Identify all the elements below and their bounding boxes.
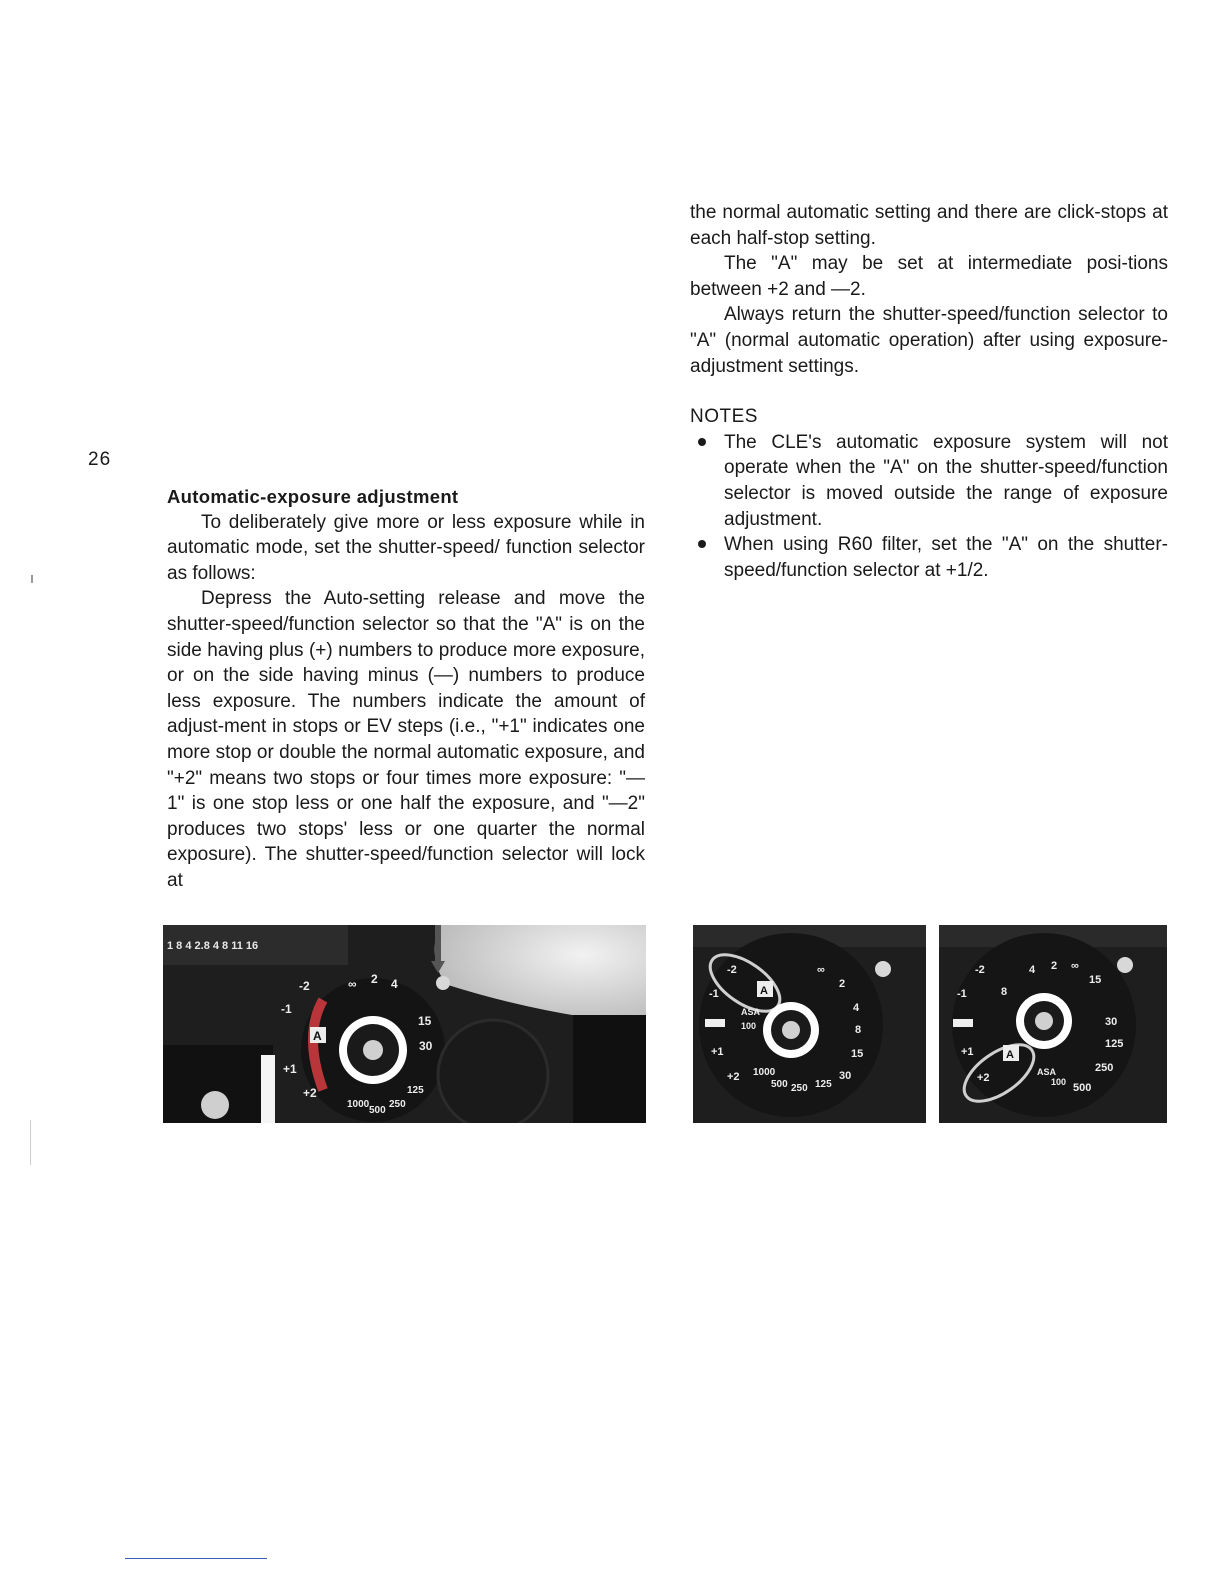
- body-paragraph: The "A" may be set at intermediate posi-tions between +2 and —2.: [690, 253, 1168, 300]
- dial-label: 500: [369, 1105, 386, 1116]
- dial-label: 2: [1051, 960, 1058, 972]
- dial-label: 125: [815, 1079, 832, 1090]
- dial-label: ASA: [741, 1007, 761, 1017]
- dial-label: 250: [389, 1099, 406, 1110]
- dial-label: 15: [851, 1048, 864, 1060]
- aperture-scale: 1 8 4 2.8 4 8 11 16: [167, 940, 259, 952]
- dial-label: 15: [1089, 974, 1102, 986]
- dial-label: 8: [1001, 986, 1008, 998]
- dial-label: -1: [709, 988, 719, 1000]
- note-text: When using R60 filter, set the "A" on the shutter-speed/function selector at +1/2.: [724, 534, 1168, 581]
- dial-label: 8: [855, 1024, 862, 1036]
- camera-dial-photo-minus: [693, 925, 926, 1123]
- dial-label: ASA: [1037, 1067, 1057, 1077]
- body-paragraph: Depress the Auto-setting release and move the shutter-speed/function selector so that the "A" is on the side having plus (+) numbers to produce more exposure, or on the side having minus (—) numbers to produce less exposure. The numbers indicate the amount of adjust-ment in stops or EV steps (i.e., "+1" indicates one more stop or double the normal automatic exposure, and "+2" means two stops or four times more exposure: "—1" is one stop less or one half the exposure, and "—2" produces two stops' less or one quarter the normal exposure). The shutter-speed/function selector will lock at: [167, 588, 645, 891]
- dial-label: -1: [281, 1002, 292, 1016]
- scan-speck: [31, 575, 33, 583]
- bullet-icon: [698, 438, 706, 446]
- dial-label: 100: [1051, 1077, 1067, 1087]
- body-paragraph: the normal automatic setting and there are click-stops at each half-stop setting.: [690, 202, 1168, 249]
- dial-label: 2: [371, 972, 378, 986]
- dial-label: -2: [975, 964, 985, 976]
- dial-label: A: [313, 1029, 322, 1043]
- dial-label: +2: [303, 1086, 317, 1100]
- dial-label: 1000: [347, 1099, 370, 1110]
- dial-label: +2: [977, 1072, 990, 1084]
- right-column: [690, 200, 1168, 583]
- notes-list: [690, 430, 1168, 584]
- dial-label: ∞: [817, 964, 825, 976]
- dial-label: ∞: [348, 977, 357, 991]
- dial-label: A: [760, 985, 768, 997]
- camera-dial-photo-finger: [163, 925, 646, 1123]
- dial-label: 500: [1073, 1082, 1092, 1094]
- dial-label: 30: [419, 1039, 433, 1053]
- dial-label: 4: [853, 1002, 860, 1014]
- dial-label: 2: [839, 978, 846, 990]
- note-item: [690, 532, 1168, 583]
- note-text: The CLE's automatic exposure system will not operate when the "A" on the shutter-speed/function selector is moved outside the range of exposure adjustment.: [724, 431, 1168, 530]
- dial-label: ∞: [1071, 960, 1079, 972]
- dial-label: +1: [283, 1062, 297, 1076]
- dial-label: 30: [839, 1070, 852, 1082]
- dial-label: -1: [957, 988, 967, 1000]
- bullet-icon: [698, 540, 706, 548]
- dial-label: 1000: [753, 1067, 776, 1078]
- scan-edge-mark: [30, 1120, 31, 1165]
- dial-label: +2: [727, 1071, 740, 1083]
- dial-label: 15: [418, 1014, 432, 1028]
- dial-label: 500: [771, 1079, 788, 1090]
- footer-rule: [125, 1558, 267, 1559]
- section-heading: Automatic-exposure adjustment: [167, 486, 459, 507]
- page-number: 26: [88, 449, 112, 470]
- dial-label: 250: [791, 1083, 808, 1094]
- dial-label: 250: [1095, 1062, 1114, 1074]
- left-column: [167, 484, 645, 894]
- dial-label: +1: [711, 1046, 724, 1058]
- body-paragraph: Always return the shutter-speed/function selector to "A" (normal automatic operation) after using exposure-adjustment settings.: [690, 304, 1168, 377]
- note-item: [690, 430, 1168, 532]
- dial-label: 125: [1105, 1038, 1124, 1050]
- camera-dial-photo-plus: [939, 925, 1167, 1123]
- body-paragraph: To deliberately give more or less exposure while in automatic mode, set the shutter-speed/ function selector as follows:: [167, 511, 645, 584]
- dial-label: +1: [961, 1046, 974, 1058]
- dial-label: 125: [407, 1085, 424, 1096]
- dial-label: A: [1006, 1049, 1014, 1061]
- notes-title: NOTES: [690, 406, 758, 428]
- dial-label: 30: [1105, 1016, 1118, 1028]
- dial-label: -2: [727, 964, 737, 976]
- dial-label: 4: [1029, 964, 1036, 976]
- dial-label: 100: [741, 1021, 757, 1031]
- dial-label: -2: [299, 979, 310, 993]
- dial-label: 4: [391, 977, 398, 991]
